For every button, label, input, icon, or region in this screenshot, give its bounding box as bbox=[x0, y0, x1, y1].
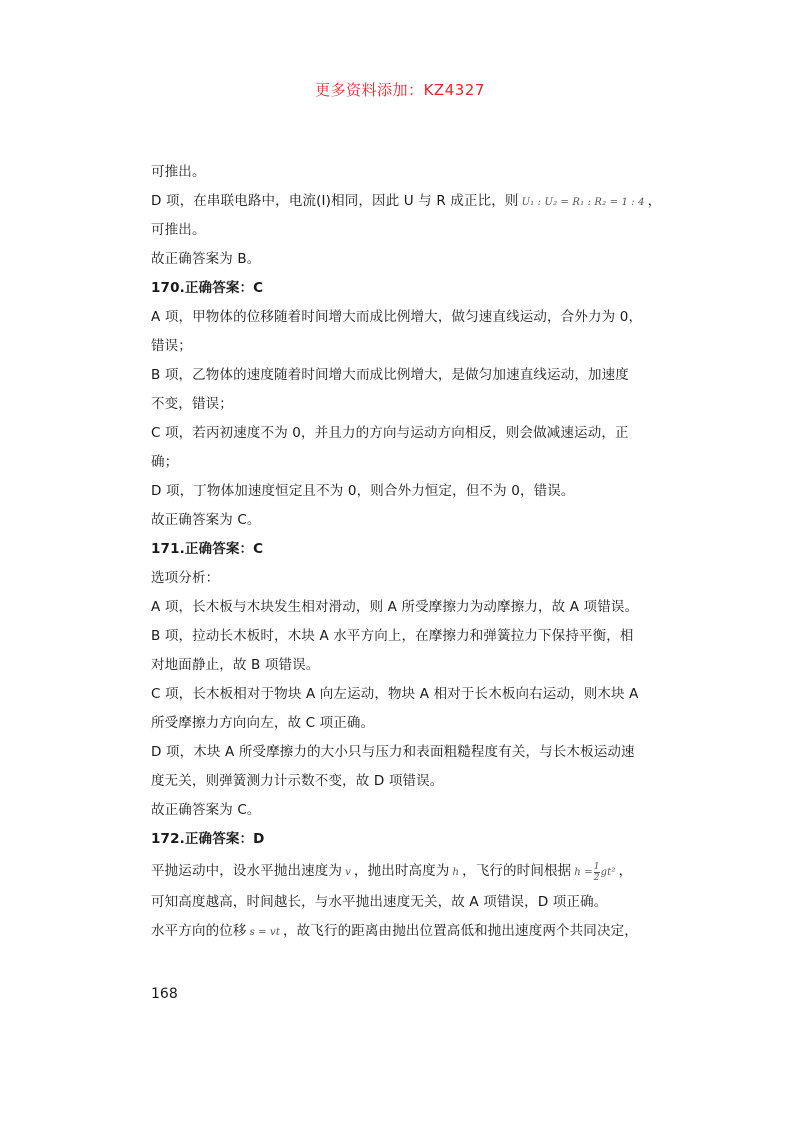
text-line: 可推出。 bbox=[151, 222, 206, 238]
text-line: 确； bbox=[151, 454, 179, 470]
text-line: 可推出。 bbox=[151, 164, 206, 180]
text-line: C 项，若丙初速度不为 0，并且力的方向与运动方向相反，则会做减速运动，正 bbox=[151, 425, 629, 441]
formula-v: v bbox=[345, 867, 351, 878]
text-line: 所受摩擦力方向向左，故 C 项正确。 bbox=[151, 715, 375, 731]
text-segment: ， bbox=[618, 863, 633, 879]
text-segment: ，抛出时高度为 bbox=[353, 863, 450, 879]
text-line: 故正确答案为 B。 bbox=[151, 251, 261, 267]
answer-heading-172: 172.正确答案：D bbox=[151, 831, 265, 847]
answer-heading-170: 170.正确答案：C bbox=[151, 280, 264, 296]
text-line: B 项，拉动长木板时，木块 A 水平方向上，在摩擦力和弹簧拉力下保持平衡，相 bbox=[151, 628, 634, 644]
text-line: 不变，错误； bbox=[151, 396, 233, 412]
text-segment: ， bbox=[647, 193, 662, 209]
formula-displacement: s = vt bbox=[249, 927, 280, 938]
text-segment: D 项，在串联电路中，电流(I)相同，因此 U 与 R 成正比，则 bbox=[151, 193, 519, 209]
text-line: B 项，乙物体的速度随着时间增大而成比例增大，是做匀加速直线运动，加速度 bbox=[151, 367, 629, 383]
text-segment: ，故飞行的距离由抛出位置高低和抛出速度两个共同决定， bbox=[283, 923, 638, 939]
text-segment: 平抛运动中，设水平抛出速度为 bbox=[151, 863, 343, 879]
text-line: 可知高度越高，时间越长，与水平抛出速度无关，故 A 项错误，D 项正确。 bbox=[151, 894, 608, 910]
text-line: 错误； bbox=[151, 338, 192, 354]
page-number: 168 bbox=[151, 986, 178, 1002]
text-segment: 水平方向的位移 bbox=[151, 923, 247, 939]
text-line: D 项，丁物体加速度恒定且不为 0，则合外力恒定，但不为 0，错误。 bbox=[151, 483, 575, 499]
formula-gt2: gt² bbox=[600, 867, 616, 878]
text-line: D 项，木块 A 所受摩擦力的大小只与压力和表面粗糙程度有关，与长木板运动速 bbox=[151, 744, 635, 760]
fraction-denominator: 2 bbox=[593, 873, 600, 883]
formula-h: h bbox=[452, 867, 460, 878]
formula-ratio: U₁ : U₂ = R₁ : R₂ = 1 : 4 bbox=[521, 197, 645, 208]
text-line: C 项，长木板相对于物块 A 向左运动，物块 A 相对于长木板向右运动，则木块 A bbox=[151, 686, 639, 702]
text-line: A 项，长木板与木块发生相对滑动，则 A 所受摩擦力为动摩擦力，故 A 项错误。 bbox=[151, 599, 639, 615]
formula-fraction bbox=[594, 862, 600, 883]
document-body bbox=[151, 158, 662, 946]
text-line: A 项，甲物体的位移随着时间增大而成比例增大，做匀速直线运动，合外力为 0， bbox=[151, 309, 643, 325]
text-line bbox=[151, 187, 662, 216]
answer-heading-171: 171.正确答案：C bbox=[151, 541, 264, 557]
text-segment: ，飞行的时间根据 bbox=[462, 863, 572, 879]
text-line: 度无关，则弹簧测力计示数不变，故 D 项错误。 bbox=[151, 773, 444, 789]
text-line: 对地面静止，故 B 项错误。 bbox=[151, 657, 320, 673]
formula-eq-left: h = bbox=[574, 867, 593, 878]
text-line: 选项分析： bbox=[151, 570, 220, 586]
text-line: 故正确答案为 C。 bbox=[151, 802, 261, 818]
text-line: 故正确答案为 C。 bbox=[151, 512, 261, 528]
fraction-numerator: 1 bbox=[593, 862, 600, 872]
watermark-text: 更多资料添加：KZ4327 bbox=[315, 81, 485, 99]
text-line bbox=[151, 917, 651, 946]
formula-height-eq bbox=[574, 862, 616, 883]
text-line bbox=[151, 854, 651, 888]
